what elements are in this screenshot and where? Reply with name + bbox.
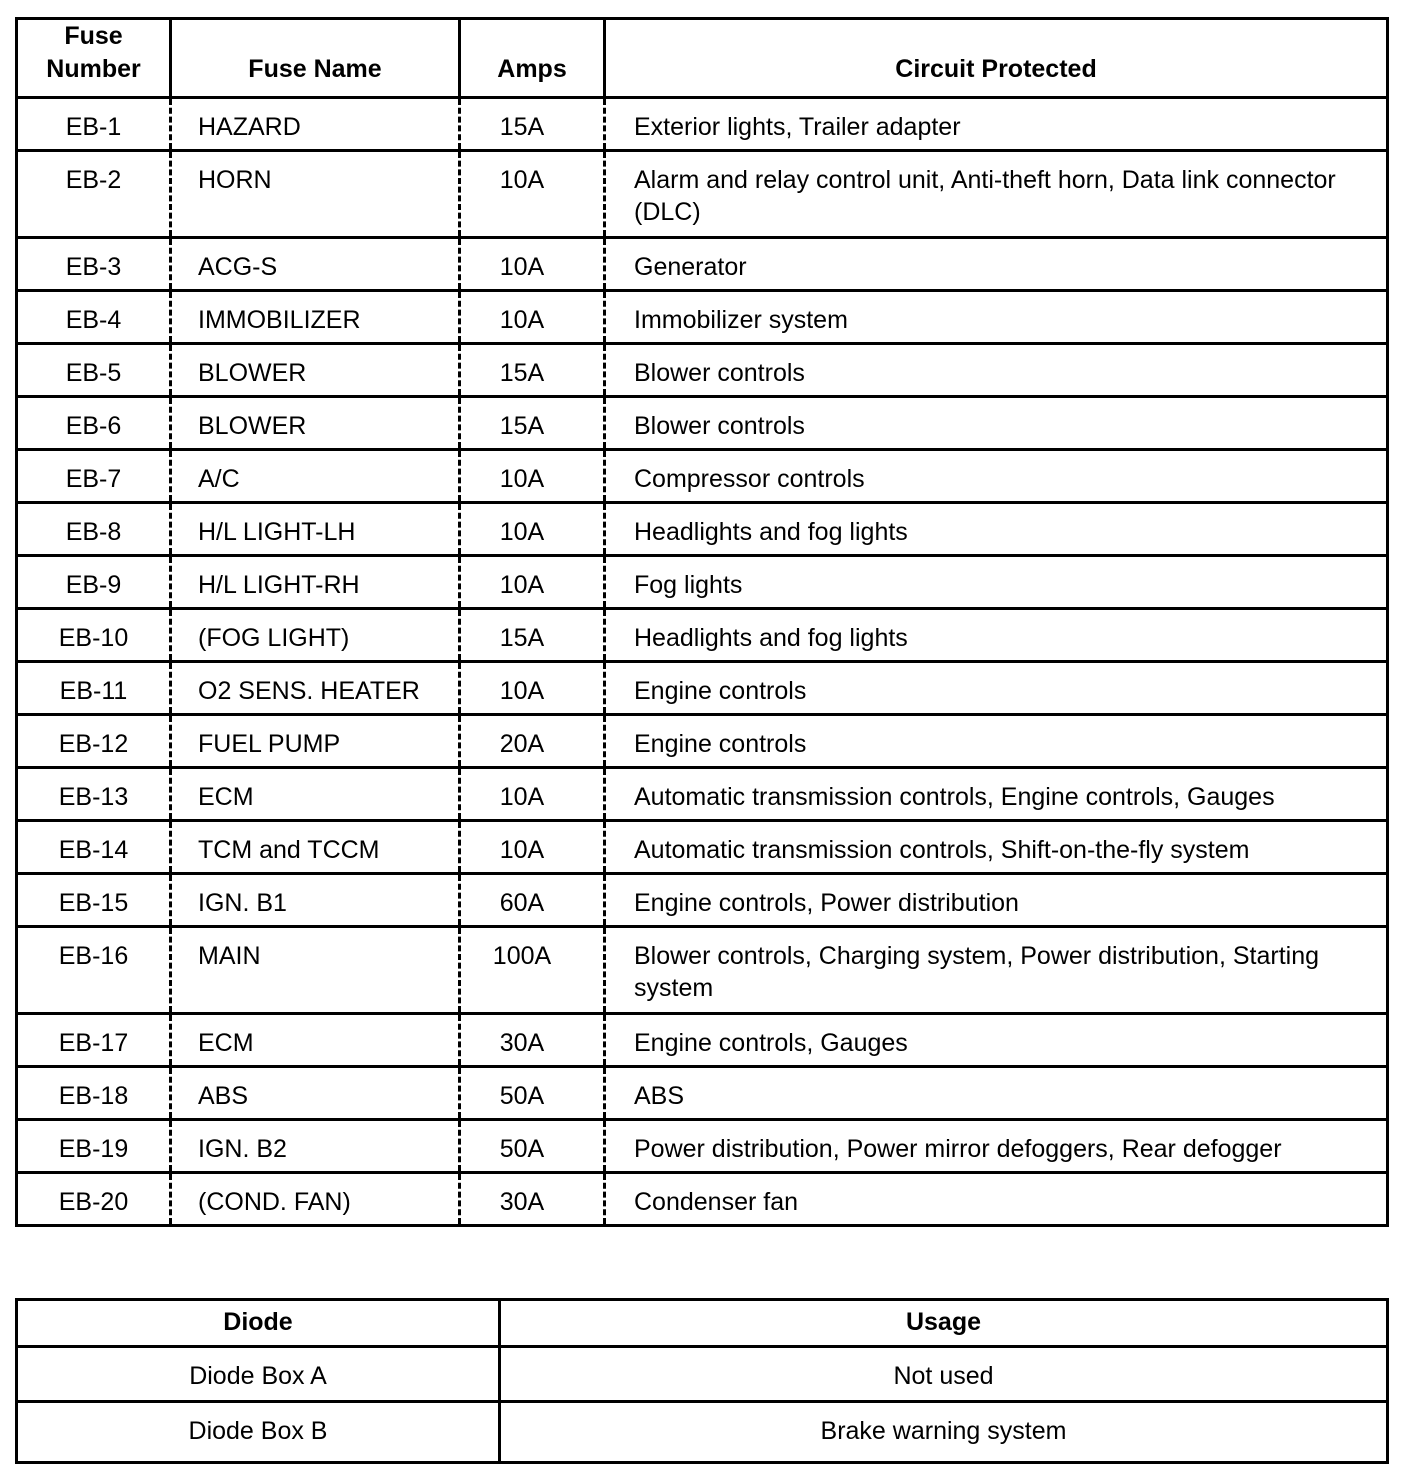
circuit-cell: Alarm and relay control unit, Anti-theft horn, Data link connector (DLC) bbox=[605, 151, 1388, 238]
fuse-number-cell: EB-20 bbox=[17, 1173, 171, 1226]
circuit-cell: Engine controls bbox=[605, 662, 1388, 715]
usage-cell: Not used bbox=[500, 1347, 1388, 1402]
header-fuse-name: Fuse Name bbox=[171, 19, 460, 98]
amps-cell: 10A bbox=[460, 291, 605, 344]
fuse-name-cell: BLOWER bbox=[171, 344, 460, 397]
header-fuse-number bbox=[17, 19, 171, 98]
table-row bbox=[17, 450, 1388, 503]
table-row bbox=[17, 98, 1388, 151]
amps-cell: 30A bbox=[460, 1014, 605, 1067]
circuit-cell: Fog lights bbox=[605, 556, 1388, 609]
fuse-table bbox=[15, 17, 1389, 1227]
fuse-name-cell: FUEL PUMP bbox=[171, 715, 460, 768]
diode-cell: Diode Box B bbox=[17, 1402, 500, 1463]
table-row bbox=[17, 1402, 1388, 1463]
circuit-cell: Generator bbox=[605, 238, 1388, 291]
usage-cell: Brake warning system bbox=[500, 1402, 1388, 1463]
header-usage: Usage bbox=[500, 1300, 1388, 1347]
amps-cell: 10A bbox=[460, 821, 605, 874]
fuse-name-cell: H/L LIGHT-LH bbox=[171, 503, 460, 556]
fuse-name-cell: IGN. B1 bbox=[171, 874, 460, 927]
circuit-cell: Power distribution, Power mirror defoggers, Rear defogger bbox=[605, 1120, 1388, 1173]
amps-cell: 15A bbox=[460, 344, 605, 397]
table-row bbox=[17, 291, 1388, 344]
diode-table-header bbox=[17, 1300, 1388, 1347]
table-row bbox=[17, 397, 1388, 450]
fuse-number-cell: EB-13 bbox=[17, 768, 171, 821]
table-row bbox=[17, 1067, 1388, 1120]
fuse-name-cell: (COND. FAN) bbox=[171, 1173, 460, 1226]
fuse-number-cell: EB-2 bbox=[17, 151, 171, 238]
fuse-table-header bbox=[17, 19, 1388, 98]
fuse-number-cell: EB-12 bbox=[17, 715, 171, 768]
table-row bbox=[17, 1173, 1388, 1226]
amps-cell: 10A bbox=[460, 662, 605, 715]
fuse-name-cell: A/C bbox=[171, 450, 460, 503]
circuit-cell: Engine controls, Power distribution bbox=[605, 874, 1388, 927]
fuse-name-cell: ACG-S bbox=[171, 238, 460, 291]
table-row bbox=[17, 1120, 1388, 1173]
table-row bbox=[17, 503, 1388, 556]
table-row bbox=[17, 768, 1388, 821]
fuse-number-cell: EB-17 bbox=[17, 1014, 171, 1067]
circuit-cell: Exterior lights, Trailer adapter bbox=[605, 98, 1388, 151]
table-row bbox=[17, 609, 1388, 662]
table-row bbox=[17, 821, 1388, 874]
fuse-number-cell: EB-3 bbox=[17, 238, 171, 291]
table-row bbox=[17, 238, 1388, 291]
amps-cell: 30A bbox=[460, 1173, 605, 1226]
amps-cell: 60A bbox=[460, 874, 605, 927]
fuse-number-cell: EB-4 bbox=[17, 291, 171, 344]
table-row bbox=[17, 1014, 1388, 1067]
fuse-number-cell: EB-10 bbox=[17, 609, 171, 662]
fuse-name-cell: O2 SENS. HEATER bbox=[171, 662, 460, 715]
circuit-cell: Immobilizer system bbox=[605, 291, 1388, 344]
fuse-number-cell: EB-18 bbox=[17, 1067, 171, 1120]
fuse-name-cell: IGN. B2 bbox=[171, 1120, 460, 1173]
fuse-number-cell: EB-6 bbox=[17, 397, 171, 450]
table-row bbox=[17, 874, 1388, 927]
fuse-number-cell: EB-16 bbox=[17, 927, 171, 1014]
fuse-number-cell: EB-8 bbox=[17, 503, 171, 556]
circuit-cell: Automatic transmission controls, Shift-on-the-fly system bbox=[605, 821, 1388, 874]
circuit-cell: Engine controls, Gauges bbox=[605, 1014, 1388, 1067]
fuse-name-cell: MAIN bbox=[171, 927, 460, 1014]
circuit-cell: Blower controls, Charging system, Power distribution, Starting system bbox=[605, 927, 1388, 1014]
amps-cell: 100A bbox=[460, 927, 605, 1014]
amps-cell: 50A bbox=[460, 1067, 605, 1120]
table-row bbox=[17, 1347, 1388, 1402]
circuit-cell: Blower controls bbox=[605, 397, 1388, 450]
fuse-number-cell: EB-19 bbox=[17, 1120, 171, 1173]
fuse-number-cell: EB-9 bbox=[17, 556, 171, 609]
amps-cell: 15A bbox=[460, 98, 605, 151]
amps-cell: 15A bbox=[460, 609, 605, 662]
fuse-number-cell: EB-14 bbox=[17, 821, 171, 874]
diode-table bbox=[15, 1298, 1389, 1464]
fuse-name-cell: HAZARD bbox=[171, 98, 460, 151]
amps-cell: 10A bbox=[460, 151, 605, 238]
fuse-name-cell: H/L LIGHT-RH bbox=[171, 556, 460, 609]
amps-cell: 10A bbox=[460, 450, 605, 503]
amps-cell: 15A bbox=[460, 397, 605, 450]
fuse-number-cell: EB-1 bbox=[17, 98, 171, 151]
circuit-cell: Engine controls bbox=[605, 715, 1388, 768]
fuse-name-cell: ECM bbox=[171, 1014, 460, 1067]
diode-cell: Diode Box A bbox=[17, 1347, 500, 1402]
table-row bbox=[17, 151, 1388, 238]
circuit-cell: Condenser fan bbox=[605, 1173, 1388, 1226]
amps-cell: 20A bbox=[460, 715, 605, 768]
fuse-name-cell: ECM bbox=[171, 768, 460, 821]
fuse-name-cell: (FOG LIGHT) bbox=[171, 609, 460, 662]
fuse-name-cell: TCM and TCCM bbox=[171, 821, 460, 874]
amps-cell: 10A bbox=[460, 503, 605, 556]
fuse-name-cell: HORN bbox=[171, 151, 460, 238]
table-row bbox=[17, 556, 1388, 609]
fuse-name-cell: IMMOBILIZER bbox=[171, 291, 460, 344]
amps-cell: 10A bbox=[460, 768, 605, 821]
circuit-cell: Automatic transmission controls, Engine controls, Gauges bbox=[605, 768, 1388, 821]
fuse-name-cell: ABS bbox=[171, 1067, 460, 1120]
header-fuse-number-line1: Fuse bbox=[64, 22, 123, 50]
circuit-cell: Headlights and fog lights bbox=[605, 503, 1388, 556]
fuse-number-cell: EB-11 bbox=[17, 662, 171, 715]
header-fuse-number-line2: Number bbox=[46, 55, 141, 83]
header-diode: Diode bbox=[17, 1300, 500, 1347]
header-circuit-protected: Circuit Protected bbox=[605, 19, 1388, 98]
fuse-number-cell: EB-5 bbox=[17, 344, 171, 397]
amps-cell: 10A bbox=[460, 238, 605, 291]
header-amps: Amps bbox=[460, 19, 605, 98]
table-row bbox=[17, 344, 1388, 397]
amps-cell: 50A bbox=[460, 1120, 605, 1173]
circuit-cell: Compressor controls bbox=[605, 450, 1388, 503]
circuit-cell: ABS bbox=[605, 1067, 1388, 1120]
circuit-cell: Headlights and fog lights bbox=[605, 609, 1388, 662]
fuse-number-cell: EB-15 bbox=[17, 874, 171, 927]
table-row bbox=[17, 927, 1388, 1014]
fuse-name-cell: BLOWER bbox=[171, 397, 460, 450]
table-row bbox=[17, 715, 1388, 768]
amps-cell: 10A bbox=[460, 556, 605, 609]
fuse-number-cell: EB-7 bbox=[17, 450, 171, 503]
circuit-cell: Blower controls bbox=[605, 344, 1388, 397]
table-row bbox=[17, 662, 1388, 715]
